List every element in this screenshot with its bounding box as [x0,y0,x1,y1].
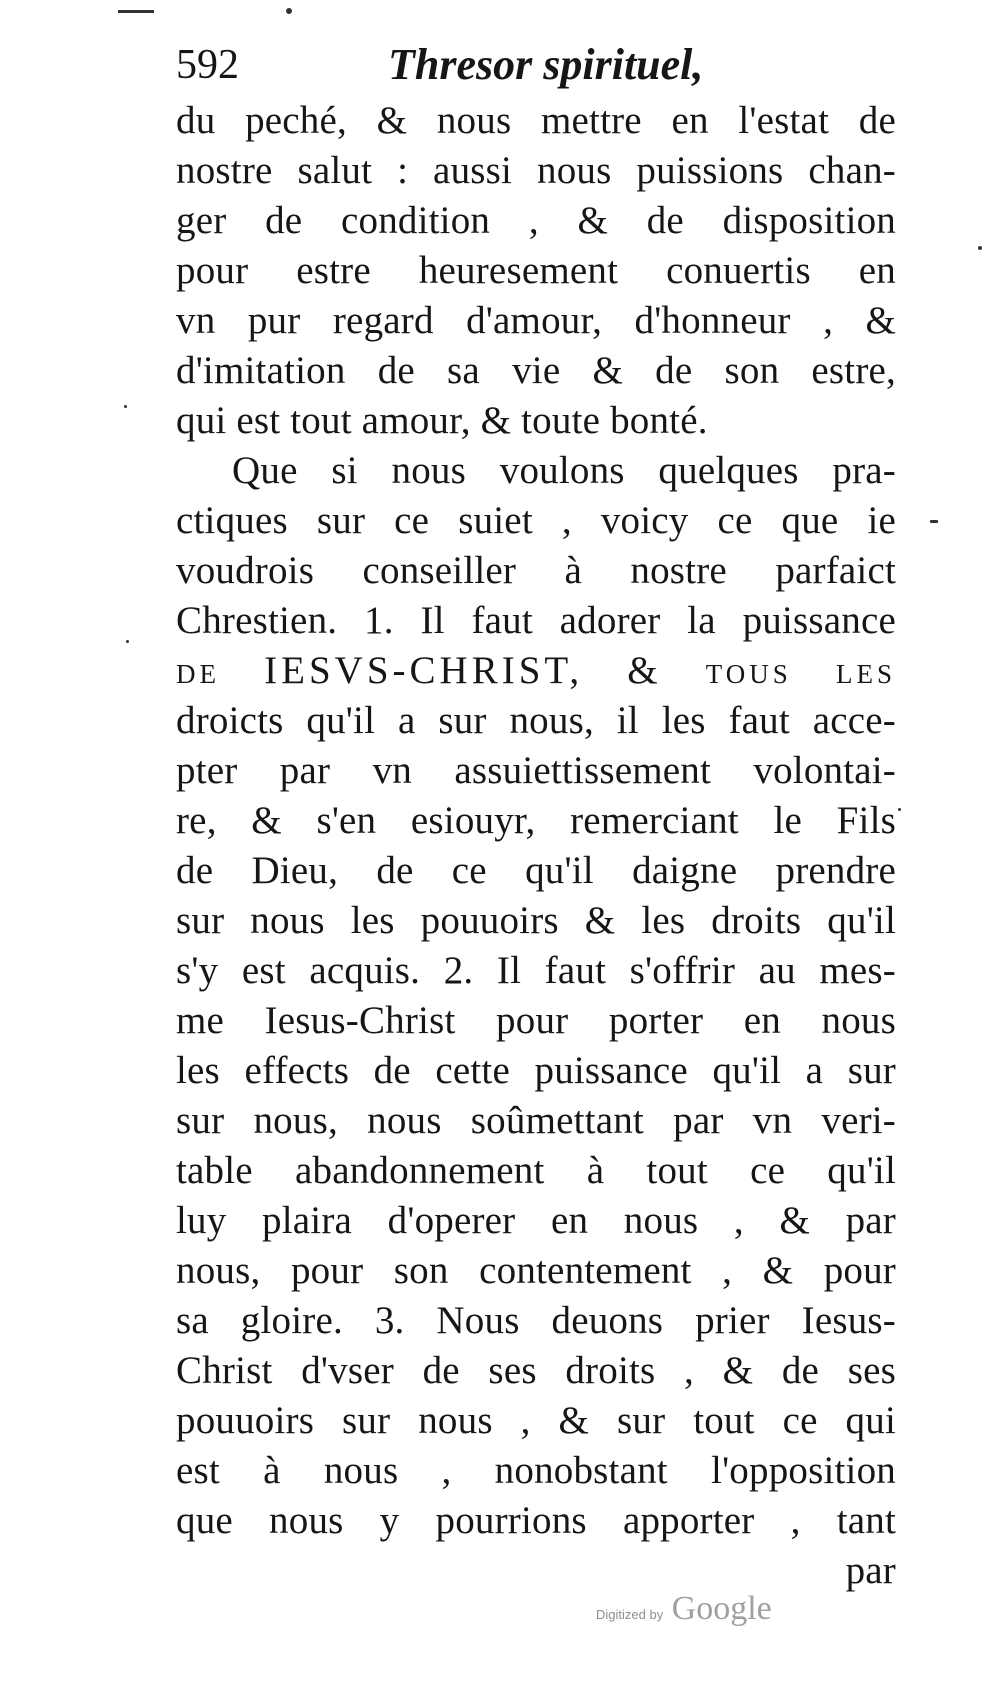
text-line: me Iesus-Christ pour porter en nous [176,999,896,1042]
top-print-dot [286,8,292,14]
text-line: pouuoirs sur nous , & sur tout ce qui [176,1399,896,1442]
text-line: sa gloire. 3. Nous deuons prier Iesus- [176,1299,896,1342]
text-line: Christ d'vser de ses droits , & de ses [176,1349,896,1392]
text-line: de IESVS-CHRIST, & tous les [176,649,896,692]
digitization-watermark [596,1590,772,1630]
top-print-mark [118,10,154,13]
text-line: qui est tout amour, & toute bonté. [176,399,708,442]
text-line: de Dieu, de ce qu'il daigne prendre [176,849,896,892]
text-line: pter par vn assuiettissement volontai- [176,749,896,792]
text-line: Chrestien. 1. Il faut adorer la puissance [176,599,896,642]
text-line: nostre salut : aussi nous puissions chan- [176,149,896,192]
scan-speck [126,640,129,643]
scan-speck [930,520,938,523]
page-number: 592 [176,42,239,88]
text-line: sur nous, nous soûmettant par vn veri- [176,1099,896,1142]
text-line: droicts qu'il a sur nous, il les faut acce- [176,699,896,742]
body-text [176,96,896,1596]
text-line: ger de condition , & de disposition [176,199,896,242]
text-line: les effects de cette puissance qu'il a sur [176,1049,896,1092]
text-line: luy plaira d'operer en nous , & par [176,1199,896,1242]
text-line: re, & s'en esiouyr, remerciant le Fils [176,799,896,842]
text-line: nous, pour son contentement , & pour [176,1249,896,1292]
text-line: est à nous , nonobstant l'opposition [176,1449,896,1492]
text-line: sur nous les pouuoirs & les droits qu'il [176,899,896,942]
scan-speck [978,246,982,250]
text-line: du peché, & nous mettre en l'estat de [176,99,896,142]
scan-speck [124,405,127,408]
scan-speck [898,808,901,811]
text-line: voudrois conseiller à nostre parfaict [176,549,896,592]
text-line: que nous y pourrions apporter , tant [176,1499,896,1542]
catchword: par [845,1549,896,1592]
digitized-by-label: Digitized by [596,1607,664,1622]
running-title: Thresor spirituel, [388,40,704,89]
text-line: pour estre heuresement conuertis en [176,249,896,292]
text-line: d'imitation de sa vie & de son estre, [176,349,896,392]
google-logo-text: Google [671,1590,772,1627]
text-line: vn pur regard d'amour, d'honneur , & [176,299,896,342]
text-line: ctiques sur ce suiet , voicy ce que ie [176,499,896,542]
text-line: table abandonnement à tout ce qu'il [176,1149,896,1192]
page-header [176,40,896,90]
text-line: s'y est acquis. 2. Il faut s'offrir au mes- [176,949,896,992]
paragraph-first-line: Que si nous voulons quelques pra- [232,449,896,492]
